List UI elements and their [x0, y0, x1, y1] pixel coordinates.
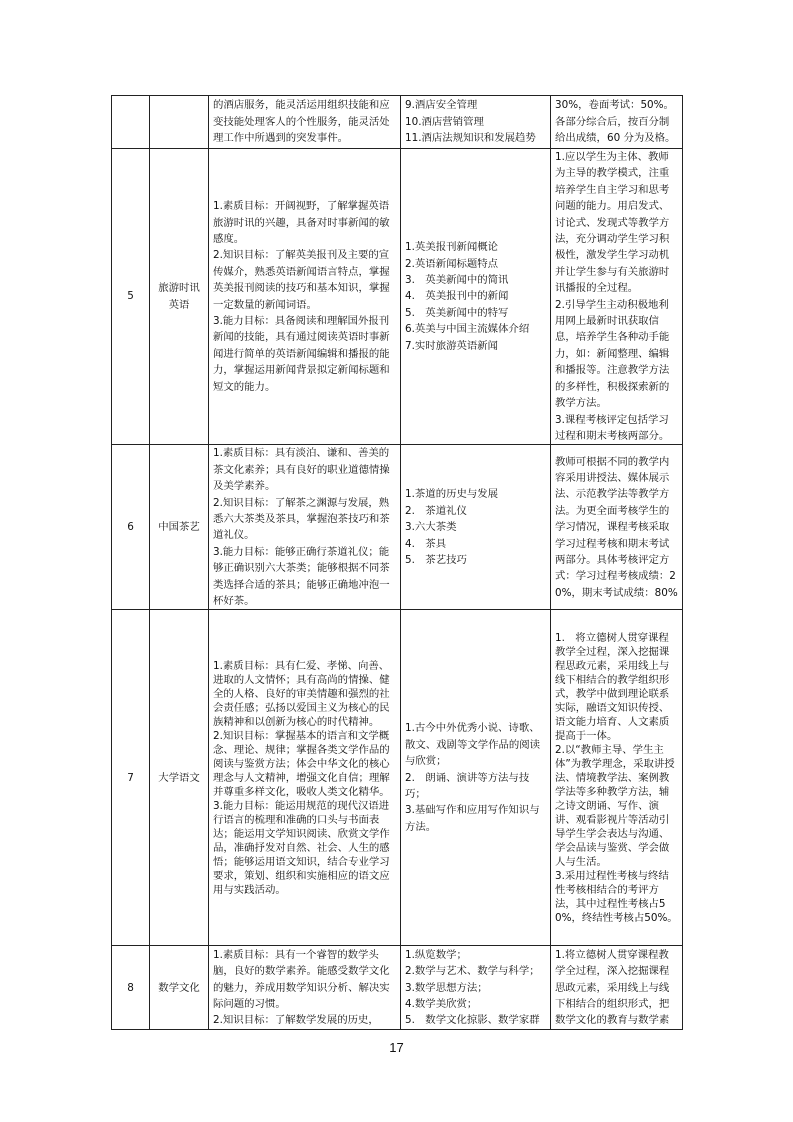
content-line: 3.数学思想方法； — [405, 981, 488, 994]
content-line: 3.基础写作和应用写作知识与方法。 — [405, 804, 540, 833]
content-line: 1.茶道的历史与发展 — [405, 488, 499, 501]
content-line: 5. 茶艺技巧 — [405, 553, 467, 566]
goal-line: 3.能力目标：具备阅读和理解国外报刊新闻的技能，具有通过阅读英语时事新闻进行简单的英语新闻编辑和播报的能力，掌握运用新闻背景拟定新闻标题和短文的能力。 — [213, 315, 390, 393]
table-row — [112, 445, 683, 610]
content-line: 5. 英美新闻中的特写 — [405, 306, 509, 319]
content-line: 3.六大茶类 — [405, 521, 457, 534]
content-line: 3. 英美新闻中的简讯 — [405, 274, 509, 287]
content-line: 7.实时旅游英语新闻 — [405, 339, 499, 352]
content-line: 1.纵览数学； — [405, 948, 467, 961]
course-name-cell: 数学文化 — [150, 946, 209, 1030]
course-name-cell — [150, 96, 209, 149]
teaching-method-cell — [551, 96, 683, 149]
page-number: 17 — [389, 1040, 404, 1055]
course-name-cell: 中国茶艺 — [150, 445, 209, 610]
table-row — [112, 946, 683, 1030]
goal-line: 1.素质目标：具有仁爱、孝悌、向善、进取的人文情怀；具有高尚的情操、健全的人格、良好的审美情趣和强烈的社会责任感；弘扬以爱国主义为核心的民族精神和以创新为核心的时代精神。 — [213, 659, 390, 728]
table-row — [112, 96, 683, 149]
table-row — [112, 610, 683, 946]
method-line: 1.将立德树人贯穿课程教学全过程，深入挖掘课程思政元素，采用线上与线下相结合的组织形式，把数学文化的教育与数学素 — [555, 948, 670, 1027]
teaching-method-cell — [551, 445, 683, 610]
course-goals-cell — [209, 445, 401, 610]
content-line: 4. 茶具 — [405, 537, 447, 550]
content-line: 2. 茶道礼仪 — [405, 504, 467, 517]
content-line: 2.数学与艺术、数学与科学； — [405, 965, 540, 978]
goal-line: 1.素质目标：具有淡泊、谦和、善美的茶文化素养；具有良好的职业道德情操及美学素养。 — [213, 447, 390, 493]
goal-line: 2.知识目标：掌握基本的语言和文学概念、理论、规律；掌握各类文学作品的阅读与鉴赏方法；体会中华文化的核心理念与人文精神，增强文化自信；理解并尊重多样文化，吸收人类文化精华。 — [213, 729, 390, 798]
goal-line: 的酒店服务，能灵活运用组织技能和应变技能处理客人的个性服务，能灵活处理工作中所遇到的突发事件。 — [213, 99, 390, 145]
content-line: 11.酒店法规知识和发展趋势 — [405, 132, 536, 145]
goal-line: 2.知识目标：了解数学发展的历史， — [213, 1014, 379, 1027]
teaching-method-cell — [551, 149, 683, 445]
goal-line: 1.素质目标：具有一个睿智的数学头脑，良好的数学素养。能感受数学文化的魅力，养成用数学知识分析、解决实际问题的习惯。 — [213, 948, 390, 1011]
method-line: 30%，卷面考试：50%。各部分综合后，按百分制给出成绩，60 分为及格。 — [555, 99, 676, 145]
goal-line: 3.能力目标：能够正确行茶道礼仪；能够正确识别六大茶类；能够根据不同茶类选择合适的茶具；能够正确地冲泡一杯好茶。 — [213, 545, 390, 607]
content-line: 2.英语新闻标题特点 — [405, 257, 499, 270]
content-line: 4. 英美报刊中的新闻 — [405, 290, 509, 303]
course-number-cell: 6 — [112, 445, 150, 610]
goal-line: 2.知识目标：了解茶之渊源与发展，熟悉六大茶类及茶具，掌握泡茶技巧和茶道礼仪。 — [213, 496, 390, 542]
course-name-cell: 旅游时讯英语 — [150, 149, 209, 445]
content-line: 9.酒店安全管理 — [405, 99, 478, 112]
course-number-cell: 8 — [112, 946, 150, 1030]
course-table — [111, 95, 683, 1030]
method-line: 3.采用过程性考核与终结性考核相结合的考评方法，其中过程性考核占50%，终结性考核占50%。 — [555, 869, 678, 924]
goal-line: 1.素质目标：开阔视野，了解掌握英语旅游时讯的兴趣，具备对时事新闻的敏感度。 — [213, 200, 390, 246]
course-content-cell — [401, 445, 551, 610]
content-line: 4.数学美欣赏； — [405, 998, 478, 1011]
course-content-cell — [401, 96, 551, 149]
course-content-cell — [401, 610, 551, 946]
content-line: 5. 数学文化掠影、数学家群 — [405, 1014, 540, 1027]
content-line: 1.英美报刊新闻概论 — [405, 241, 499, 254]
course-goals-cell — [209, 149, 401, 445]
method-line: 教师可根据不同的教学内容采用讲授法、媒体展示法、示范教学法等教学方法。为更全面考核学生的学习情况，课程考核采取学习过程考核和期末考试两部分。具体考核评定方式：学习过程考核成绩：20%，期末考试成绩：80% — [555, 455, 678, 599]
method-line: 2.引导学生主动积极地利用网上最新时讯获取信息，培养学生各种动手能力，如：新闻整理、编辑和播报等。注意教学方法的多样性，积极探索新的教学方法。 — [555, 298, 670, 410]
method-line: 1.应以学生为主体、教师为主导的教学模式，注重培养学生自主学习和思考问题的能力。用启发式、讨论式、发现式等教学方法，充分调动学生学习积极性，激发学生学习动机并让学生参与有关旅游时讯播报的全过程。 — [555, 151, 670, 295]
course-number-cell — [112, 96, 150, 149]
course-goals-cell — [209, 96, 401, 149]
content-line: 10.酒店营销管理 — [405, 115, 484, 128]
table-row — [112, 149, 683, 445]
method-line: 2.以“教师主导、学生主体”为教学理念，采取讲授法、情境教学法、案例教学法等多种教学方法，辅之诗文朗诵、写作、演讲、观看影视片等活动引导学生学会表达与沟通、学会品读与鉴赏、学会做人与生活。 — [555, 743, 675, 868]
content-line: 2. 朗诵、演讲等方法与技巧； — [405, 771, 530, 801]
content-line: 1.古今中外优秀小说、诗歌、散文、戏剧等文学作品的阅读与欣赏； — [405, 722, 541, 768]
content-line: 6.英美与中国主流媒体介绍 — [405, 323, 530, 336]
goal-line: 2.知识目标：了解英美报刊及主要的宣传媒介，熟悉英语新闻语言特点，掌握英美报刊阅读的技巧和基本知识，掌握一定数量的新闻词语。 — [213, 249, 390, 311]
course-name-cell: 大学语文 — [150, 610, 209, 946]
course-number-cell: 7 — [112, 610, 150, 946]
course-content-cell — [401, 946, 551, 1030]
course-content-cell — [401, 149, 551, 445]
teaching-method-cell — [551, 946, 683, 1030]
goal-line: 3.能力目标：能运用规范的现代汉语进行语言的梳理和准确的口头与书面表达；能运用文学知识阅读、欣赏文学作品，准确抒发对自然、社会、人生的感悟；能够运用语文知识，结合专业学习要求，策划、组织和实施相应的语文应用与实践活动。 — [213, 799, 390, 896]
teaching-method-cell — [551, 610, 683, 946]
course-goals-cell — [209, 946, 401, 1030]
method-line: 1. 将立德树人贯穿课程教学全过程，深入挖掘课程思政元素，采用线上与线下相结合的教学组织形式，教学中做到理论联系实际，融语文知识传授、语文能力培育、人文素质提高于一体。 — [555, 631, 670, 742]
course-goals-cell — [209, 610, 401, 946]
course-number-cell: 5 — [112, 149, 150, 445]
method-line: 3.课程考核评定包括学习过程和期末考核两部分。 — [555, 413, 670, 442]
